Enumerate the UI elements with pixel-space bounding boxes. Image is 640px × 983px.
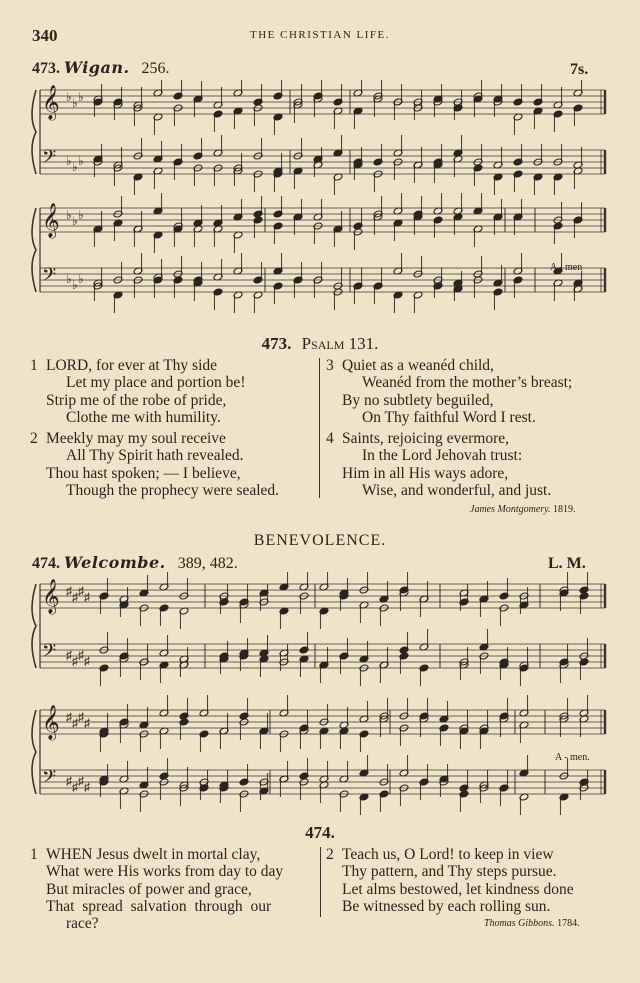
tune-473-name: Wigan. [64,58,130,77]
tune-474-amen: A - men. [555,752,590,763]
key-signature-accidental: ♯ [72,654,78,668]
verse-line: By no subtlety beguiled, [342,391,494,409]
treble-clef: 𝄞 [42,579,60,614]
verse-number: 2 [30,430,38,448]
key-signature-accidental: ♯ [84,716,90,730]
verse-line: But miracles of power and grace, [46,880,252,898]
verse-number: 1 [30,846,38,863]
tune-474-meter: L. M. [548,555,586,572]
score-brace [32,208,36,292]
verse-number: 4 [326,430,334,448]
score-brace [32,584,36,668]
verse-4 [326,430,572,499]
tune-473-score [0,80,640,330]
score-brace [32,90,36,174]
key-signature-accidental: ♭ [72,96,78,110]
tune-473-amen: A - men [550,262,583,273]
verse-line: Thou hast spoken; — I believe, [46,464,241,482]
verse-line: Him in all His ways adore, [342,464,509,482]
verse-line: Be witnessed by each rolling sun. [342,897,551,915]
hymn-474-author [484,918,580,929]
key-signature-accidental: ♭ [78,208,84,222]
verse-3 [326,357,572,426]
key-signature-accidental: ♭ [78,272,84,286]
hymn-474-number: 474. [305,823,335,842]
bass-clef: 𝄢 [42,641,57,666]
verse-line: Weanéd from the mother’s breast; [362,374,573,392]
verse-line: race? [66,915,99,933]
key-signature-accidental: ♭ [72,214,78,228]
author-name: James Montgomery. [470,504,551,515]
tune-474-number: 474. [32,555,60,572]
verse-2 [30,430,279,499]
verse-number: 3 [326,357,334,374]
treble-clef: 𝄞 [42,705,60,740]
key-signature-accidental: ♭ [72,278,78,292]
verse-line: Let alms bestowed, let kindness done [342,880,574,898]
key-signature-accidental: ♭ [78,90,84,104]
author-year: 1784. [557,918,580,929]
bass-clef: 𝄢 [42,265,57,290]
column-divider [319,358,320,498]
key-signature-accidental: ♯ [66,710,72,724]
tune-474-name: Welcombe. [64,553,166,572]
verse-line: Clothe me with humility. [66,408,221,426]
verse-line: Let my place and portion be! [66,374,246,392]
tune-474-heading [32,553,238,573]
key-signature-accidental: ♭ [66,154,72,168]
hymn-474-left-column [30,846,283,932]
score-brace [32,710,36,794]
key-signature-accidental: ♯ [84,780,90,794]
key-signature-accidental: ♭ [66,272,72,286]
page-number: 340 [32,26,58,45]
bass-clef: 𝄢 [42,147,57,172]
tune-473-refs: 256. [141,60,170,77]
key-signature-accidental: ♯ [78,774,84,788]
verse-line: What were His works from day to day [46,863,284,881]
tune-474-refs: 389, 482. [177,555,238,572]
hymn-473-number: 473. [261,334,292,353]
key-signature-accidental: ♯ [72,780,78,794]
verse-line: Quiet as a weanéd child, [342,357,494,374]
tune-473-heading [32,58,170,78]
author-year: 1819. [553,504,576,515]
running-title: THE CHRISTIAN LIFE. [249,29,391,41]
tune-473-number: 473. [32,60,60,77]
verse-line: That spread salvation through our [46,897,272,915]
verse-number: 2 [326,846,334,863]
key-signature-accidental: ♭ [78,154,84,168]
key-signature-accidental: ♭ [72,160,78,174]
verse-number: 1 [30,357,38,374]
hymn-474-right-column [326,846,574,915]
verse-1 [30,357,279,426]
verse-line: In the Lord Jehovah trust: [362,447,523,465]
key-signature-accidental: ♯ [66,648,72,662]
verse-line: LORD, for ever at Thy side [46,357,218,374]
key-signature-accidental: ♯ [78,648,84,662]
key-signature-accidental: ♯ [78,710,84,724]
bass-clef: 𝄢 [42,767,57,792]
tune-473-meter: 7s. [570,61,589,78]
treble-clef: 𝄞 [42,203,60,238]
verse-line: Saints, rejoicing evermore, [342,430,510,448]
verse-line: Though the prophecy were sealed. [66,482,280,500]
verse-line: Meekly may my soul receive [46,430,226,448]
key-signature-accidental: ♯ [66,584,72,598]
treble-clef: 𝄞 [42,85,60,120]
verse-line: On Thy faithful Word I rest. [362,408,536,426]
verse-line: Wise, and wonderful, and just. [362,482,552,500]
verse-line: Strip me of the robe of pride, [46,391,227,409]
hymn-474-title [0,823,640,843]
key-signature-accidental: ♭ [66,90,72,104]
key-signature-accidental: ♯ [78,584,84,598]
verse-line: All Thy Spirit hath revealed. [66,447,244,465]
hymn-473-title [0,334,640,354]
verse-line: Teach us, O Lord! to keep in view [342,846,554,863]
hymn-473-author [470,504,576,515]
hymn-473-left-column [30,357,279,499]
key-signature-accidental: ♯ [72,716,78,730]
hymn-473-right-column [326,357,572,499]
key-signature-accidental: ♭ [66,208,72,222]
key-signature-accidental: ♯ [66,774,72,788]
hymn-473-psalm: Psalm 131. [301,334,379,353]
key-signature-accidental: ♯ [84,654,90,668]
key-signature-accidental: ♯ [72,590,78,604]
column-divider [320,847,321,917]
author-name: Thomas Gibbons. [484,918,555,929]
key-signature-accidental: ♯ [84,590,90,604]
tune-474-score [0,572,640,822]
section-title: BENEVOLENCE. [253,532,387,549]
verse-line: Thy pattern, and Thy steps pursue. [342,863,557,881]
verse-line: WHEN Jesus dwelt in mortal clay, [46,846,261,863]
